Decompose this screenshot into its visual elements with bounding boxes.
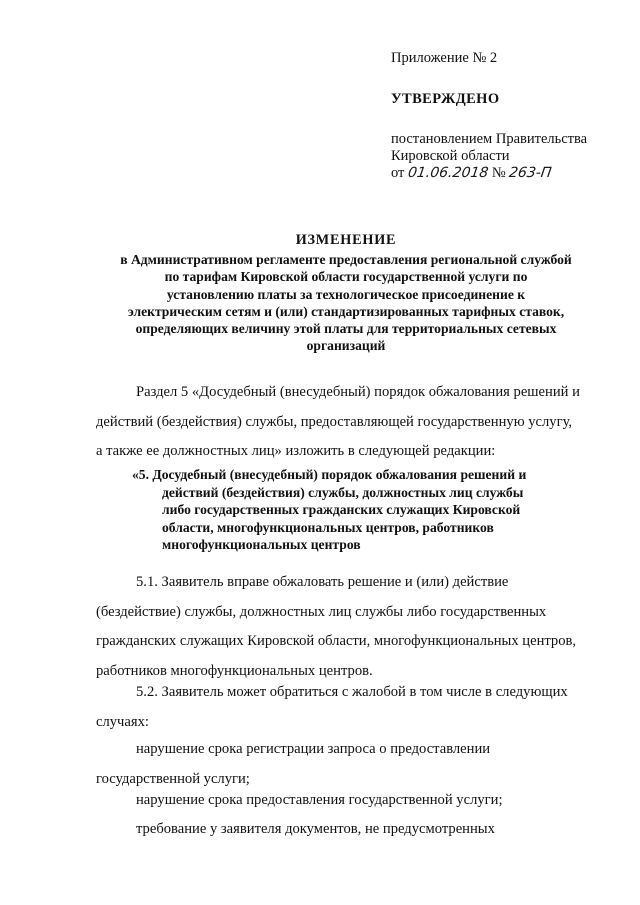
- title-heading: ИЗМЕНЕНИЕ: [295, 232, 397, 248]
- violation-item-deadline: [96, 786, 590, 816]
- title-line: организаций: [306, 338, 386, 354]
- title-line: по тарифам Кировской области государственной услуги по: [164, 269, 528, 285]
- paragraph-line: требование у заявителя документов, не предусмотренных: [136, 821, 495, 837]
- title-line: в Административном регламенте предоставления региональной службой: [120, 252, 572, 268]
- paragraph-line: 5.1. Заявитель вправе обжаловать решение и (или) действие: [136, 574, 509, 590]
- handwritten-date: 01.06.2018: [406, 165, 490, 181]
- handwritten-number: 263-П: [508, 165, 553, 181]
- section-heading-line: «5. Досудебный (внесудебный) порядок обжалования решений и: [132, 467, 527, 482]
- paragraph-line: гражданских служащих Кировской области, многофункциональных центров,: [96, 633, 577, 649]
- approved-label: УТВЕРЖДЕНО: [391, 91, 500, 107]
- number-prefix: №: [491, 165, 506, 181]
- paragraph-line: государственной услуги;: [96, 770, 250, 787]
- title-line: установлению платы за технологическое присоединение к: [166, 286, 526, 302]
- decree-line-2: Кировской области: [391, 148, 510, 164]
- approval-block: [391, 50, 621, 182]
- title-line: электрическим сетям и (или) стандартизированных тарифных ставок,: [127, 303, 565, 319]
- section-heading-line: либо государственных гражданских служащих Кировской: [162, 502, 521, 518]
- title-line: определяющих величину этой платы для территориальных сетевых: [135, 321, 557, 337]
- intro-line: а также ее должностных лиц» изложить в следующей редакции:: [96, 443, 496, 459]
- decree-date-line: [391, 165, 621, 182]
- paragraph-line: (бездействие) службы, должностных лиц службы либо государственных: [96, 603, 547, 620]
- section-heading-line: области, многофункциональных центров, работников: [162, 519, 494, 535]
- decree-line-1: постановлением Правительства: [391, 131, 588, 147]
- paragraph-line: работников многофункциональных центров.: [96, 662, 373, 679]
- section-heading-line: действий (бездействия) службы, должностных лиц службы: [162, 484, 524, 500]
- date-prefix: от: [391, 165, 405, 181]
- paragraph-line: нарушение срока предоставления государственной услуги;: [136, 792, 503, 808]
- violation-item-documents: [96, 815, 590, 845]
- section-5-heading: [132, 466, 590, 554]
- annex-label: Приложение № 2: [391, 50, 498, 66]
- document-title: [96, 232, 596, 354]
- paragraph-5-1: [96, 568, 590, 686]
- paragraph-5-2: [96, 678, 590, 737]
- intro-paragraph: [96, 378, 590, 467]
- paragraph-line: случаях:: [96, 713, 149, 730]
- intro-line: Раздел 5 «Досудебный (внесудебный) порядок обжалования решений и: [136, 384, 580, 400]
- section-heading-line: многофункциональных центров: [162, 537, 361, 553]
- intro-line: действий (бездействия) службы, предоставляющей государственную услугу,: [96, 413, 573, 430]
- paragraph-line: 5.2. Заявитель может обратиться с жалобой в том числе в следующих: [136, 684, 568, 700]
- paragraph-line: нарушение срока регистрации запроса о предоставлении: [136, 741, 491, 757]
